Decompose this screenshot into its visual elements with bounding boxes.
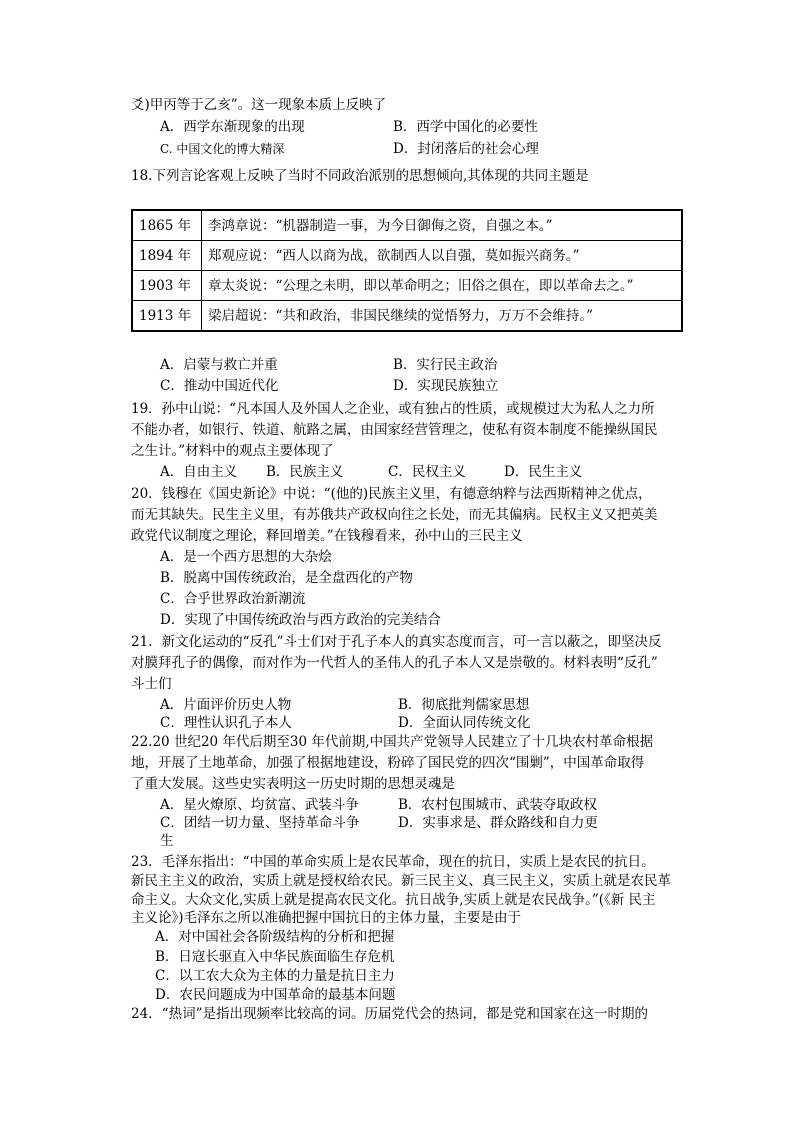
quote-cell: 郑观应说：“西人以商为战，欲制西人以自强，莫如振兴商务。” (202, 241, 683, 271)
q24-stem-line-1: 24．“热词”是指出现频率比较高的词。历届党代会的热词，都是党和国家在这一时期的 (131, 1006, 648, 1022)
q18-option-d: D．实现民族独立 (393, 378, 499, 394)
q20-stem-line-2: 而无其缺失。民生主义里，有苏俄共产政权向往之长处，而无其偏病。民权主义又把英美 (131, 507, 658, 523)
q23-option-a: A．对中国社会各阶级结构的分析和把握 (155, 929, 395, 945)
q19-stem-line-3: 之生计。”材料中的观点主要体现了 (131, 443, 334, 459)
q20-option-b: B．脱离中国传统政治，是全盘西化的产物 (160, 570, 413, 586)
q21-option-a: A．片面评价历史人物 (160, 697, 292, 713)
q21-stem-line-1: 21．新文化运动的“反孔”斗士们对于孔子本人的真实态度而言，可一言以蔽之，即坚决反 (131, 634, 662, 650)
q22-option-d: D．实事求是、群众路线和自力更 (398, 815, 598, 831)
table-row (132, 271, 682, 301)
q22-stem-line-2: 地，开展了土地革命，加强了根据地建设，粉碎了国民党的四次“围剿”，中国革命取得 (131, 755, 645, 771)
q21-option-b: B．彻底批判儒家思想 (398, 697, 530, 713)
year-cell: 1894 年 (132, 241, 202, 271)
q21-stem-line-3: 斗士们 (131, 676, 172, 692)
quote-cell: 章太炎说：“公理之未明，即以革命明之；旧俗之俱在，即以革命去之。” (202, 271, 683, 301)
q20-stem-line-3: 政党代议制度之理论，释回增美。”在钱穆看来，孙中山的三民主义 (131, 528, 523, 544)
q21-stem-line-2: 对膜拜孔子的偶像，而对作为一代哲人的圣伟人的孔子本人又是崇敬的。材料表明“反孔” (131, 655, 658, 671)
q21-option-c: C．理性认识孔子本人 (160, 715, 292, 731)
q23-stem-line-4: 主义论》)毛泽东之所以准确把握中国抗日的主体力量，主要是由于 (131, 910, 522, 926)
year-cell: 1865 年 (132, 210, 202, 241)
q21-option-d: D．全面认同传统文化 (398, 715, 531, 731)
q18-option-a: A．启蒙与救亡并重 (160, 357, 278, 373)
q22-option-b: B．农村包围城市、武装夺取政权 (398, 797, 597, 813)
q23-stem-line-3: 命主义。大众文化,实质上就是提高农民文化。抗日战争,实质上就是农民战争。”(《新 民主 (131, 892, 656, 908)
q19-option-b: B．民族主义 (266, 464, 344, 480)
q17-option-d: D．封闭落后的社会心理 (393, 141, 539, 157)
q19-option-a: A．自由主义 (160, 464, 238, 480)
q17-option-c: C. 中国文化的博大精深 (160, 142, 285, 156)
q17-option-b: B．西学中国化的必要性 (393, 119, 538, 135)
q20-option-a: A．是一个西方思想的大杂烩 (160, 549, 332, 565)
year-cell: 1913 年 (132, 301, 202, 332)
table-row (132, 241, 682, 271)
q23-stem-line-2: 新民主主义的政治，实质上就是授权给农民。新三民主义、真三民主义，实质上就是农民革 (131, 873, 671, 889)
q18-stem: 18.下列言论客观上反映了当时不同政治派别的思想倾向,其体现的共同主题是 (131, 168, 589, 184)
q23-option-d: D．农民问题成为中国革命的最基本问题 (155, 987, 396, 1003)
q20-option-c: C．合乎世界政治新潮流 (160, 591, 306, 607)
q23-option-c: C．以工农大众为主体的力量是抗日主力 (155, 968, 395, 984)
q19-stem-line-2: 不能办者，如银行、铁道、航路之属，由国家经营管理之，使私有资本制度不能操纵国民 (131, 422, 658, 438)
table-row (132, 210, 682, 241)
q18-option-b: B．实行民主政治 (393, 357, 498, 373)
q22-option-a: A．星火燎原、均贫富、武装斗争 (160, 797, 359, 813)
q17-option-a: A．西学东渐现象的出现 (160, 119, 305, 135)
q22-option-d-wrap: 生 (160, 833, 174, 849)
quotes-table (131, 209, 683, 332)
q19-option-d: D．民生主义 (504, 464, 583, 480)
q19-option-c: C．民权主义 (388, 464, 466, 480)
q18-option-c: C．推动中国近代化 (160, 378, 279, 394)
q23-option-b: B．日寇长驱直入中华民族面临生存危机 (155, 949, 395, 965)
q20-stem-line-1: 20．钱穆在《国史新论》中说：“(他的)民族主义里，有德意纳粹与法西斯精神之优点， (131, 486, 652, 502)
year-cell: 1903 年 (132, 271, 202, 301)
quote-cell: 梁启超说：“共和政治，非国民继续的觉悟努力，万万不会维持。” (202, 301, 683, 332)
q22-option-c: C．团结一切力量、坚持革命斗争 (160, 815, 360, 831)
q22-stem-line-1: 22.20 世纪20 年代后期至30 年代前期,中国共产党领导人民建立了十几块农村革命根据 (131, 734, 654, 750)
q19-stem-line-1: 19．孙中山说：“凡本国人及外国人之企业，或有独占的性质，或规模过大为私人之力所 (131, 401, 655, 417)
q17-continuation: 爻)甲丙等于乙亥”。这一现象本质上反映了 (131, 97, 387, 113)
quote-cell: 李鸿章说：“机器制造一事，为今日御侮之资，自强之本。” (202, 210, 683, 241)
q20-option-d: D．实现了中国传统政治与西方政治的完美结合 (160, 612, 441, 628)
q22-stem-line-3: 了重大发展。这些史实表明这一历史时期的思想灵魂是 (131, 776, 455, 792)
table-row (132, 301, 682, 332)
q23-stem-line-1: 23．毛泽东指出：“中国的革命实质上是农民革命，现在的抗日，实质上是农民的抗日。 (131, 854, 655, 870)
